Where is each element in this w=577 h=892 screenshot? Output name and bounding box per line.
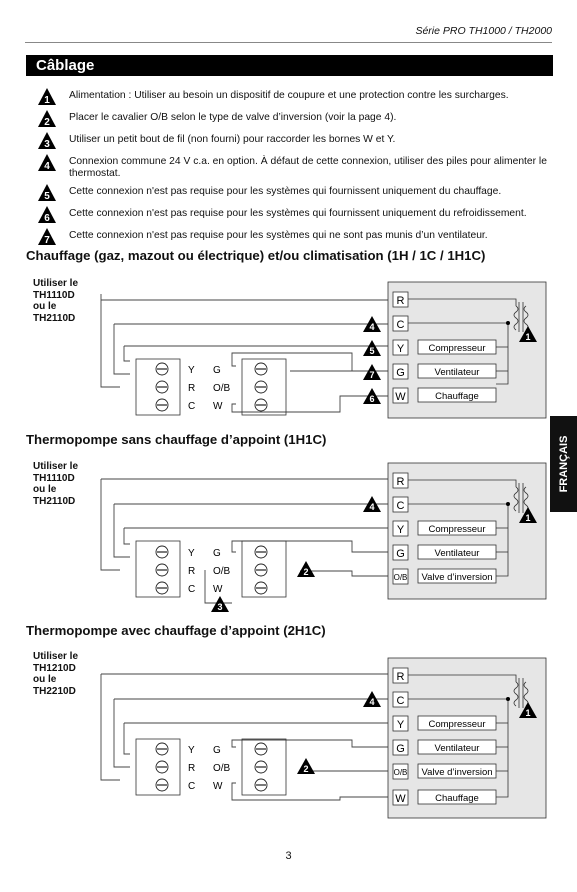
warning-triangle-icon [38,228,56,245]
component-label: Compresseur [428,719,486,730]
terminal-label: Y [396,524,405,536]
page-number: 3 [285,850,292,862]
svg-text:5: 5 [369,346,375,356]
diagram-3-title: Thermopompe avec chauffage d’appoint (2H1C) [26,623,326,638]
svg-text:6: 6 [369,394,375,404]
svg-text:1: 1 [525,513,531,523]
warning-triangle-icon [38,184,56,201]
component-label: Chauffage [435,391,479,402]
terminal-label: O/B [393,573,408,582]
terminal-label: W [395,793,406,805]
diagram-2-title: Thermopompe sans chauffage d’appoint (1H1C) [26,432,327,447]
wiring-diagram-2 [0,455,577,615]
note-item [38,110,548,132]
terminal-label: W [395,391,406,403]
component-label: Ventilateur [434,367,480,378]
terminal-label: G [396,548,405,560]
terminal-label: G [396,367,405,379]
section-title: Câblage [26,55,553,76]
component-label: Compresseur [428,343,486,354]
svg-text:4: 4 [369,502,375,512]
diagram-3-model-label: Utiliser le TH1210D ou le TH2210D [33,651,79,697]
note-number: 7 [44,235,50,245]
warning-triangle-icon [38,132,56,149]
note-text: Utiliser un petit bout de fil (non fourni) pour raccorder les bornes W et Y. [69,134,396,145]
block-label: C [188,781,196,792]
note-text: Placer le cavalier O/B selon le type de valve d’inversion (voir la page 4). [69,112,397,123]
block-label: Y [188,745,195,756]
block-label: C [188,401,196,412]
svg-text:1: 1 [525,708,531,718]
terminal-label: C [396,319,405,331]
block-label: W [213,584,223,595]
block-label: R [188,763,196,774]
terminal-label: R [396,671,405,683]
diagram-1-title: Chauffage (gaz, mazout ou électrique) et/ou climatisation (1H / 1C / 1H1C) [26,248,486,263]
warning-triangle-icon [38,206,56,223]
component-label: Ventilateur [434,743,480,754]
warning-triangle-icon [38,88,56,105]
svg-text:4: 4 [369,697,375,707]
language-tab [550,416,577,512]
block-label: G [213,745,221,756]
terminal-label: O/B [393,768,408,777]
note-item [38,184,548,206]
warning-triangle-icon [38,110,56,127]
component-label: Ventilateur [434,548,480,559]
note-text: Connexion commune 24 V c.a. en option. À défaut de cette connexion, utiliser des piles pour alimenter le thermostat. [69,156,547,179]
note-number: 3 [44,139,50,149]
svg-text:7: 7 [369,370,375,380]
note-item [38,154,548,184]
note-item [38,206,548,228]
block-label: Y [188,548,195,559]
header-rule [25,42,552,43]
block-label: O/B [213,763,231,774]
notes-list [38,88,548,250]
svg-text:1: 1 [525,332,531,342]
svg-text:2: 2 [303,567,309,577]
terminal-label: R [396,295,405,307]
block-label: G [213,548,221,559]
terminal-label: Y [396,343,405,355]
component-label: Valve d’inversion [421,572,493,583]
svg-text:2: 2 [303,764,309,774]
note-item [38,132,548,154]
block-label: R [188,383,196,394]
diagram-2-model-label: Utiliser le TH1110D ou le TH2110D [33,461,79,507]
svg-text:4: 4 [369,322,375,332]
note-item [38,88,548,110]
note-number: 4 [44,161,50,171]
note-text: Cette connexion n'est pas requise pour les systèmes qui fournissent uniquement du chauffage. [69,186,502,197]
component-label: Valve d’inversion [421,767,493,778]
block-label: W [213,781,223,792]
language-tab-label: FRANÇAIS [557,435,570,493]
terminal-label: Y [396,719,405,731]
terminal-label: G [396,743,405,755]
note-text: Cette connexion n'est pas requise pour les systèmes qui fournissent uniquement du refroidissement. [69,208,527,219]
diagram-1-model-label: Utiliser le TH1110D ou le TH2110D [33,278,79,324]
note-number: 5 [44,191,50,201]
warning-triangle-icon [38,154,56,171]
block-label: G [213,365,221,376]
svg-text:3: 3 [217,602,223,612]
header-series: Série PRO TH1000 / TH2000 [415,25,552,37]
note-number: 6 [44,213,50,223]
note-item [38,228,548,250]
block-label: C [188,584,196,595]
note-number: 2 [44,117,50,127]
note-number: 1 [44,95,50,105]
terminal-label: C [396,695,405,707]
wiring-diagram-3 [0,650,577,820]
block-label: W [213,401,223,412]
wiring-diagram-1 [0,272,577,432]
block-label: Y [188,365,195,376]
component-label: Chauffage [435,793,479,804]
block-label: O/B [213,566,231,577]
terminal-label: C [396,500,405,512]
note-text: Alimentation : Utiliser au besoin un dispositif de coupure et une protection contre les surcharges. [69,90,509,101]
block-label: O/B [213,383,231,394]
terminal-label: R [396,476,405,488]
note-text: Cette connexion n'est pas requise pour les systèmes qui ne sont pas munis d’un ventilateur. [69,230,488,241]
block-label: R [188,566,196,577]
component-label: Compresseur [428,524,486,535]
